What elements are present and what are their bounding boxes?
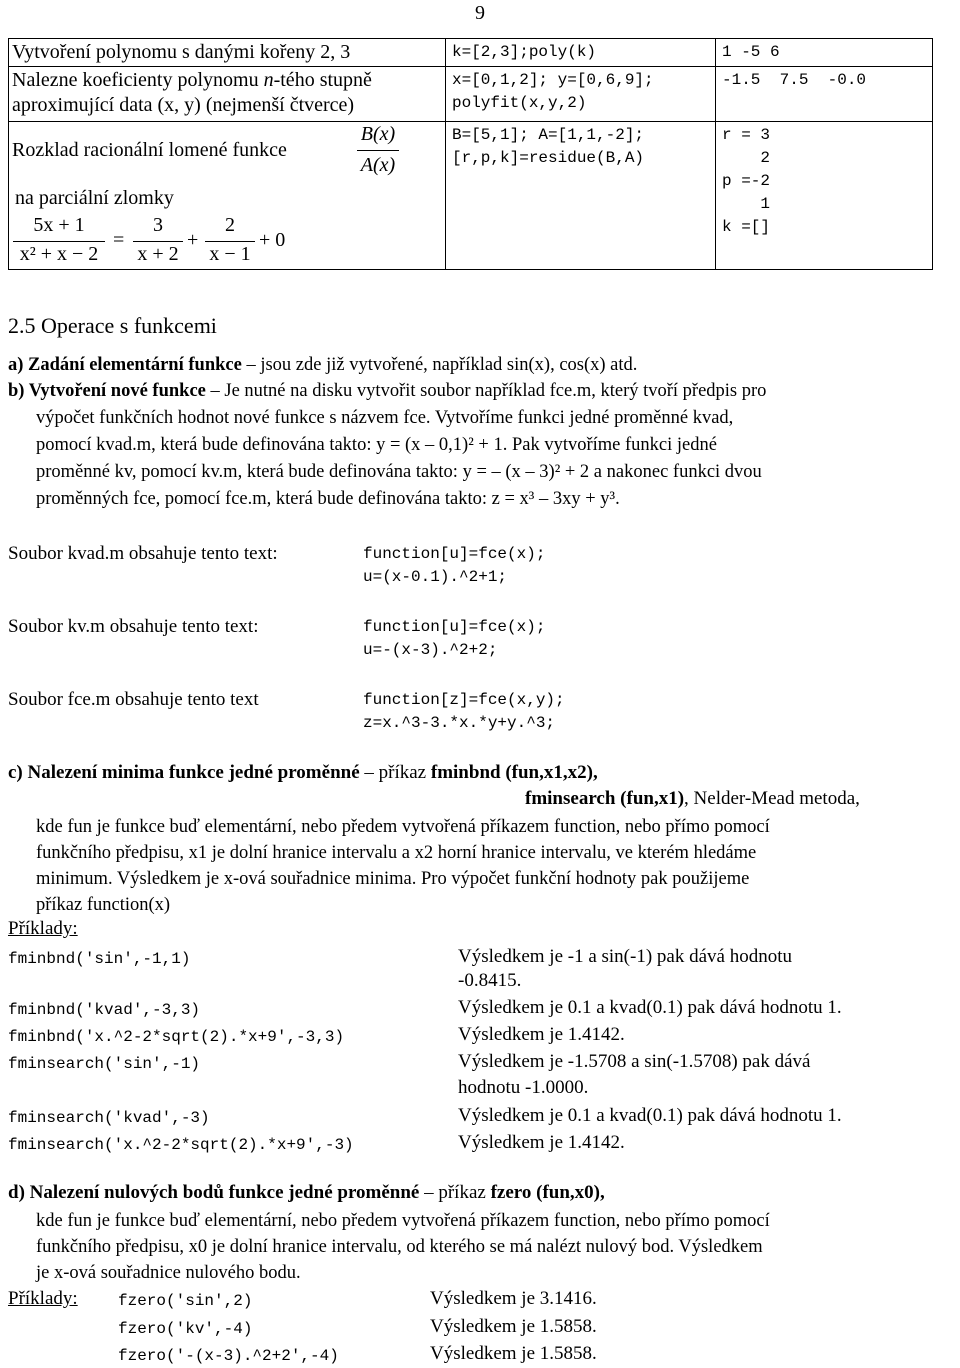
row3-result-p-value: 1: [722, 195, 771, 213]
paragraph-a: a) Zadání elementární funkce – jsou zde již vytvořené, například sin(x), cos(x) atd.: [8, 355, 638, 375]
d-example-result: Výsledkem je 1.5858.: [430, 1316, 597, 1337]
row3-code-line1: B=[5,1]; A=[1,1,-2];: [452, 126, 645, 144]
row1-result: 1 -5 6: [722, 43, 780, 61]
row3-result-r-value: 2: [722, 149, 771, 167]
paragraph-c-line1: c) Nalezení minima funkce jedné proměnné – příkaz fminbnd (fun,x1,x2),: [8, 762, 598, 783]
eq-lhs-numerator: 5x + 1: [33, 214, 85, 236]
row2-code-line2: polyfit(x,y,2): [452, 94, 587, 112]
fraction-bar: [357, 150, 399, 151]
c-example-result: Výsledkem je -1.5708 a sin(-1.5708) pak dává: [458, 1051, 811, 1072]
c-examples-label: Příklady:: [8, 918, 78, 939]
eq-plus: +: [187, 229, 199, 251]
c-example-result: Výsledkem je 0.1 a kvad(0.1) pak dává hodnotu 1.: [458, 1105, 842, 1126]
d-example-code: fzero('kv',-4): [118, 1320, 253, 1338]
paragraph-c-line5: minimum. Výsledkem je x-ová souřadnice minima. Pro výpočet funkční hodnoty pak použijeme: [36, 869, 750, 889]
c-example-result-cont: -0.8415.: [458, 970, 522, 991]
eq-tail: + 0: [259, 229, 286, 251]
c-example-result: Výsledkem je 1.4142.: [458, 1024, 625, 1045]
c-example-code: fminbnd('sin',-1,1): [8, 950, 191, 968]
paragraph-b-line5: proměnných fce, pomocí fce.m, která bude definována takto: z = x³ – 3xy + y³.: [36, 489, 620, 509]
eq-term2-bar: [205, 241, 255, 242]
page-number: 9: [475, 2, 485, 24]
eq-equals: =: [113, 229, 125, 251]
row3-result-k: k =[]: [722, 218, 771, 236]
row2-code-line1: x=[0,1,2]; y=[0,6,9];: [452, 71, 654, 89]
row3-code-line2: [r,p,k]=residue(B,A): [452, 149, 645, 167]
row2-description-line2: aproximující data (x, y) (nejmenší čtverce): [12, 94, 355, 116]
paragraph-d-line1: d) Nalezení nulových bodů funkce jedné proměnné – příkaz fzero (fun,x0),: [8, 1182, 605, 1203]
paragraph-b-line1: b) Vytvoření nové funkce – Je nutné na disku vytvořit soubor například fce.m, který tvoří předpis pro: [8, 381, 767, 401]
paragraph-b-line4: proměnné kv, pomocí kv.m, která bude definována takto: y = – (x – 3)² + 2 a nakonec funkci dvou: [36, 462, 762, 482]
d-example-code: fzero('-(x-3).^2+2',-4): [118, 1347, 339, 1365]
c-example-code: fminbnd('kvad',-3,3): [8, 1001, 201, 1019]
row3-result-p: p =-2: [722, 172, 771, 190]
c-example-code: fminsearch('kvad',-3): [8, 1109, 210, 1127]
file-fce-label: Soubor fce.m obsahuje tento text: [8, 689, 259, 710]
paragraph-d-line2: kde fun je funkce buď elementární, nebo předem vytvořená příkazem function, nebo přímo pomocí: [36, 1211, 770, 1231]
c-example-code: fminsearch('x.^2-2*sqrt(2).*x+9',-3): [8, 1136, 354, 1154]
row3-description-line2: na parciální zlomky: [15, 187, 174, 209]
c-example-result: Výsledkem je 1.4142.: [458, 1132, 625, 1153]
fraction-numerator: B(x): [360, 123, 396, 145]
paragraph-d-line4: je x-ová souřadnice nulového bodu.: [36, 1263, 301, 1283]
d-example-result: Výsledkem je 3.1416.: [430, 1288, 597, 1309]
file-kv-code1: function[u]=fce(x);: [363, 618, 546, 636]
paragraph-c-line3: kde fun je funkce buď elementární, nebo předem vytvořená příkazem function, nebo přímo pomocí: [36, 817, 770, 837]
row1-code: k=[2,3];poly(k): [452, 43, 597, 61]
file-kvad-label: Soubor kvad.m obsahuje tento text:: [8, 543, 278, 564]
row2-description-line1: Nalezne koeficienty polynomu n-tého stupně: [12, 69, 372, 91]
command-table: [8, 38, 933, 270]
paragraph-d-line3: funkčního předpisu, x0 je dolní hranice intervalu, od kterého se má nalézt nulový bod. Výsledkem: [36, 1237, 763, 1257]
file-kv-label: Soubor kv.m obsahuje tento text:: [8, 616, 259, 637]
row1-description: Vytvoření polynomu s danými kořeny 2, 3: [12, 41, 351, 63]
c-example-code: fminbnd('x.^2-2*sqrt(2).*x+9',-3,3): [8, 1028, 345, 1046]
paragraph-b-line3: pomocí kvad.m, která bude definována takto: y = (x – 0,1)² + 1. Pak vytvoříme funkci jedné: [36, 435, 717, 455]
d-example-code: fzero('sin',2): [118, 1292, 253, 1310]
column-divider: [445, 39, 446, 269]
paragraph-b-line2: výpočet funkčních hodnot nové funkce s názvem fce. Vytvoříme funkci jedné proměnné kvad,: [36, 408, 734, 428]
eq-lhs-denominator: x² + x − 2: [19, 243, 99, 265]
c-example-result-cont: hodnotu -1.0000.: [458, 1077, 589, 1098]
eq-term2-numerator: 2: [225, 214, 235, 236]
column-divider: [715, 39, 716, 269]
row3-description-line1: Rozklad racionální lomené funkce: [12, 139, 287, 161]
paragraph-c-line6: příkaz function(x): [36, 895, 171, 915]
eq-term1-denominator: x + 2: [137, 243, 179, 265]
c-example-result: Výsledkem je 0.1 a kvad(0.1) pak dává hodnotu 1.: [458, 997, 842, 1018]
c-example-code: fminsearch('sin',-1): [8, 1055, 201, 1073]
section-title: 2.5 Operace s funkcemi: [8, 313, 217, 338]
row-divider: [9, 66, 932, 67]
paragraph-c-line4: funkčního předpisu, x1 je dolní hranice intervalu a x2 horní hranice intervalu, ve kterém hledáme: [36, 843, 757, 863]
eq-term1-numerator: 3: [153, 214, 163, 236]
eq-term2-denominator: x − 1: [209, 243, 251, 265]
d-examples-label: Příklady:: [8, 1288, 78, 1309]
eq-lhs-bar: [13, 241, 105, 242]
row3-result-r: r = 3: [722, 126, 771, 144]
paragraph-c-line2: fminsearch (fun,x1), Nelder-Mead metoda,: [525, 788, 860, 809]
file-fce-code1: function[z]=fce(x,y);: [363, 691, 565, 709]
file-fce-code2: z=x.^3-3.*x.*y+y.^3;: [363, 714, 556, 732]
d-example-result: Výsledkem je 1.5858.: [430, 1343, 597, 1364]
file-kvad-code2: u=(x-0.1).^2+1;: [363, 568, 508, 586]
eq-term1-bar: [133, 241, 183, 242]
file-kv-code2: u=-(x-3).^2+2;: [363, 641, 498, 659]
row2-result: -1.5 7.5 -0.0: [722, 71, 867, 89]
c-example-result: Výsledkem je -1 a sin(-1) pak dává hodnotu: [458, 946, 792, 967]
file-kvad-code1: function[u]=fce(x);: [363, 545, 546, 563]
fraction-denominator: A(x): [360, 154, 396, 176]
row-divider: [9, 121, 932, 122]
